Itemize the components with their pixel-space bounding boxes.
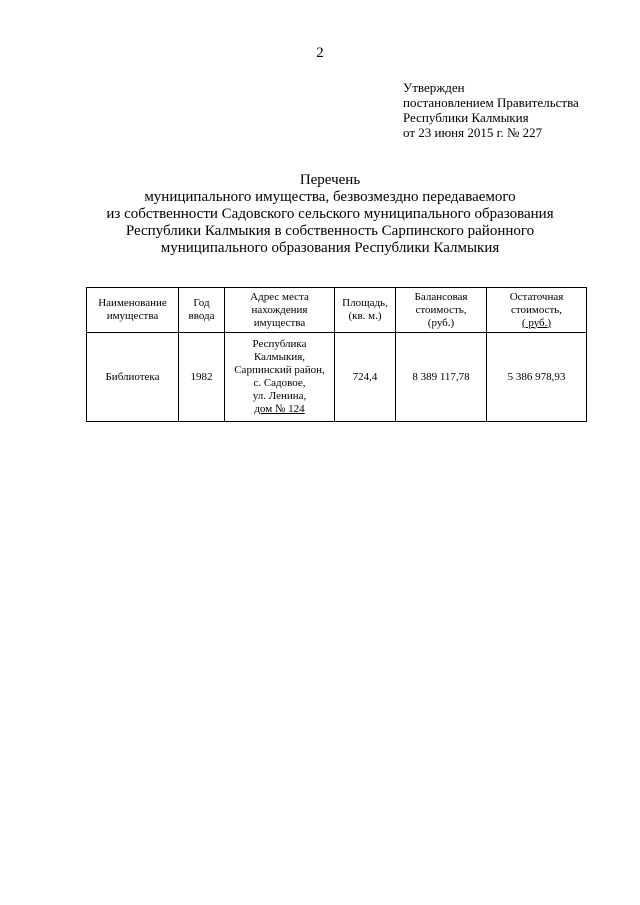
header-residual-value: Остаточная стоимость, ( руб.)	[487, 288, 587, 333]
title-line: из собственности Садовского сельского муниципального образования	[106, 206, 554, 222]
table-row	[87, 333, 587, 422]
header-area: Площадь, (кв. м.)	[335, 288, 396, 333]
cell-year: 1982	[179, 333, 225, 422]
cell-address: Республика Калмыкия, Сарпинский район, с. Садовое, ул. Ленина, дом № 124	[225, 333, 335, 422]
property-table	[86, 287, 587, 422]
header-year: Год ввода	[179, 288, 225, 333]
title-line: Республики Калмыкия в собственность Сарпинского районного	[125, 223, 535, 239]
cell-residual-value: 5 386 978,93	[487, 333, 587, 422]
approval-line: Утвержден	[403, 80, 465, 95]
header-book-value: Балансовая стоимость, (руб.)	[396, 288, 487, 333]
title-line: Перечень	[299, 172, 361, 188]
page-number: 2	[316, 45, 324, 61]
table-header-row	[87, 288, 587, 333]
cell-area: 724,4	[335, 333, 396, 422]
approval-line: от 23 июня 2015 г. № 227	[403, 125, 543, 140]
title-line: муниципального имущества, безвозмездно передаваемого	[144, 189, 516, 205]
header-address: Адрес места нахождения имущества	[225, 288, 335, 333]
approval-stamp	[403, 80, 579, 140]
approval-line: Республики Калмыкия	[403, 110, 529, 125]
approval-line: постановлением Правительства	[403, 95, 579, 110]
header-name: Наименование имущества	[87, 288, 179, 333]
document-title	[80, 172, 580, 257]
title-line: муниципального образования Республики Калмыкия	[160, 240, 500, 256]
cell-name: Библиотека	[87, 333, 179, 422]
cell-book-value: 8 389 117,78	[396, 333, 487, 422]
